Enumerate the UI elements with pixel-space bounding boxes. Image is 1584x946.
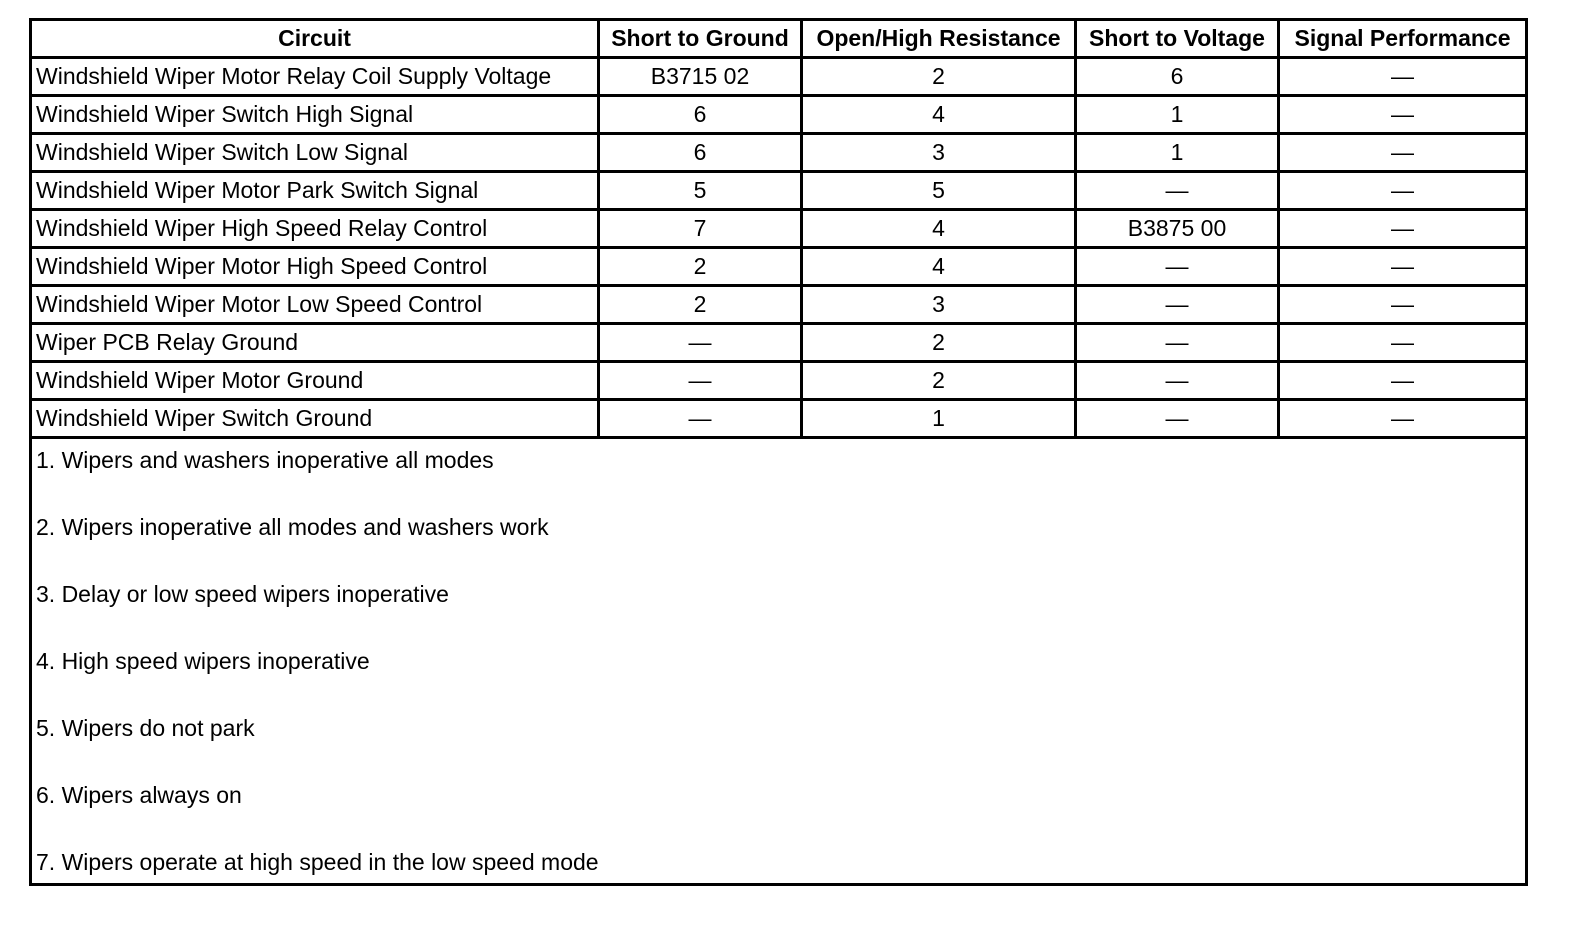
short-to-voltage-cell: — [1076,248,1279,286]
short-to-voltage-cell: — [1076,172,1279,210]
signal-performance-cell: — [1279,210,1527,248]
open-high-resistance-cell: 5 [802,172,1076,210]
short-to-voltage-cell: 6 [1076,58,1279,96]
table-row [31,134,1527,172]
table-row [31,362,1527,400]
table-row [31,96,1527,134]
short-to-voltage-cell: — [1076,324,1279,362]
table-row [31,286,1527,324]
circuit-cell: Windshield Wiper Motor High Speed Control [31,248,599,286]
short-to-ground-cell: 5 [599,172,802,210]
short-to-voltage-cell: — [1076,400,1279,438]
header-short-to-ground: Short to Ground [599,20,802,58]
header-open-high-resistance: Open/High Resistance [802,20,1076,58]
signal-performance-cell: — [1279,400,1527,438]
open-high-resistance-cell: 2 [802,58,1076,96]
short-to-voltage-cell: 1 [1076,96,1279,134]
table-row [31,400,1527,438]
circuit-cell: Windshield Wiper Motor Ground [31,362,599,400]
note-item: 7. Wipers operate at high speed in the low speed mode [36,849,599,875]
short-to-voltage-cell: 1 [1076,134,1279,172]
short-to-voltage-cell: B3875 00 [1076,210,1279,248]
signal-performance-cell: — [1279,324,1527,362]
open-high-resistance-cell: 3 [802,286,1076,324]
circuit-cell: Windshield Wiper Motor Park Switch Signal [31,172,599,210]
notes-cell [31,438,1527,885]
circuit-cell: Windshield Wiper Switch Low Signal [31,134,599,172]
open-high-resistance-cell: 2 [802,324,1076,362]
signal-performance-cell: — [1279,362,1527,400]
note-item: 3. Delay or low speed wipers inoperative [36,581,449,607]
signal-performance-cell: — [1279,286,1527,324]
table-row [31,248,1527,286]
note-item: 5. Wipers do not park [36,715,255,741]
short-to-ground-cell: — [599,324,802,362]
short-to-voltage-cell: — [1076,286,1279,324]
short-to-ground-cell: 6 [599,96,802,134]
circuit-cell: Windshield Wiper Motor Low Speed Control [31,286,599,324]
table-row [31,58,1527,96]
table-row [31,210,1527,248]
circuit-diagnostic-table [29,18,1528,886]
short-to-ground-cell: 6 [599,134,802,172]
signal-performance-cell: — [1279,134,1527,172]
short-to-ground-cell: — [599,400,802,438]
circuit-cell: Windshield Wiper Switch High Signal [31,96,599,134]
open-high-resistance-cell: 4 [802,210,1076,248]
table-row [31,172,1527,210]
signal-performance-cell: — [1279,248,1527,286]
signal-performance-cell: — [1279,172,1527,210]
open-high-resistance-cell: 4 [802,248,1076,286]
open-high-resistance-cell: 2 [802,362,1076,400]
open-high-resistance-cell: 1 [802,400,1076,438]
table-row [31,324,1527,362]
short-to-ground-cell: 2 [599,286,802,324]
circuit-cell: Windshield Wiper Motor Relay Coil Supply Voltage [31,58,599,96]
short-to-ground-cell: — [599,362,802,400]
open-high-resistance-cell: 3 [802,134,1076,172]
circuit-cell: Wiper PCB Relay Ground [31,324,599,362]
note-item: 2. Wipers inoperative all modes and washers work [36,514,549,540]
note-item: 4. High speed wipers inoperative [36,648,370,674]
signal-performance-cell: — [1279,58,1527,96]
short-to-ground-cell: 2 [599,248,802,286]
note-item: 1. Wipers and washers inoperative all modes [36,447,494,473]
note-item: 6. Wipers always on [36,782,242,808]
short-to-ground-cell: 7 [599,210,802,248]
header-row [31,20,1527,58]
open-high-resistance-cell: 4 [802,96,1076,134]
circuit-cell: Windshield Wiper Switch Ground [31,400,599,438]
signal-performance-cell: — [1279,96,1527,134]
header-circuit: Circuit [31,20,599,58]
short-to-voltage-cell: — [1076,362,1279,400]
circuit-cell: Windshield Wiper High Speed Relay Control [31,210,599,248]
notes-row [31,438,1527,885]
short-to-ground-cell: B3715 02 [599,58,802,96]
header-short-to-voltage: Short to Voltage [1076,20,1279,58]
header-signal-performance: Signal Performance [1279,20,1527,58]
